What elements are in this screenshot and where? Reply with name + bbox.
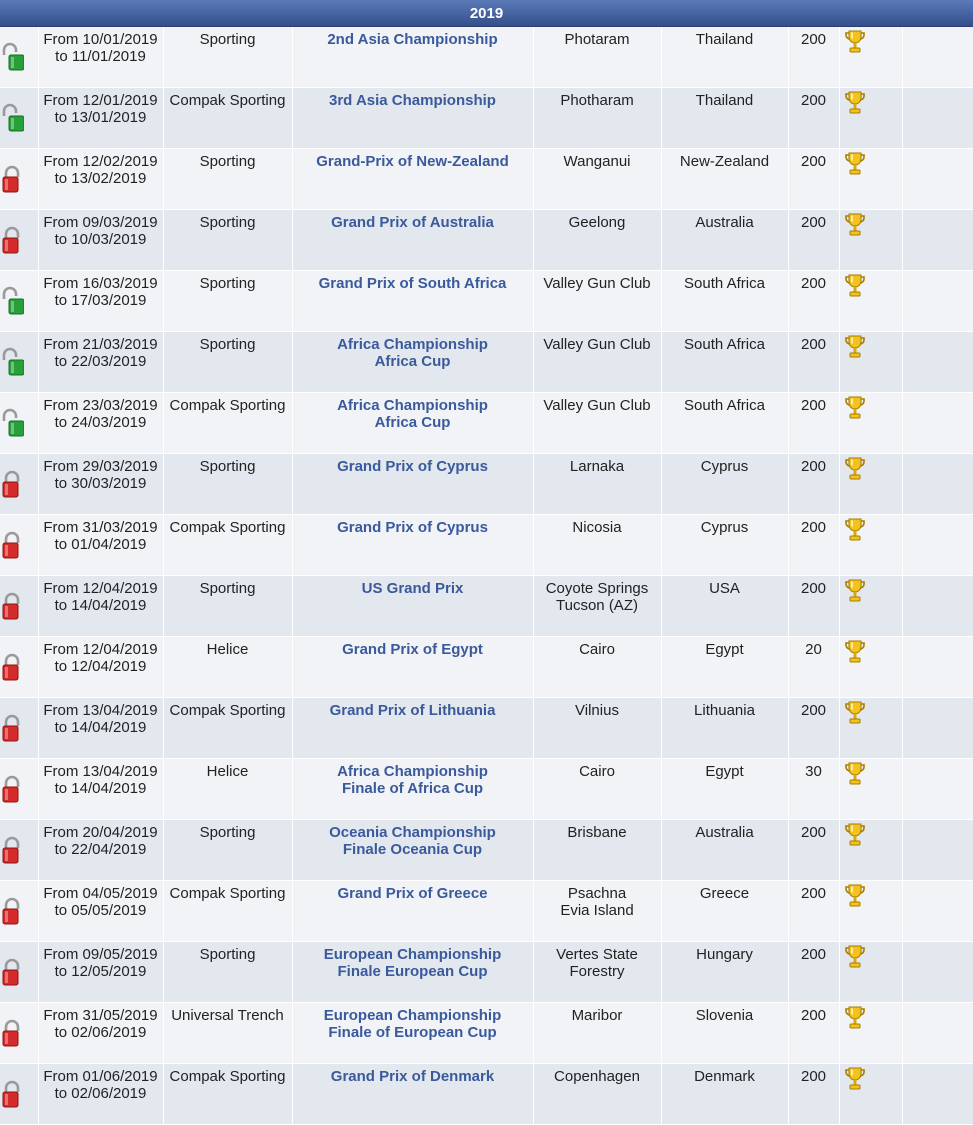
country-cell: Denmark (661, 1064, 788, 1125)
date-to: to 22/03/2019 (54, 353, 147, 370)
trophy-icon[interactable] (844, 1005, 898, 1031)
date-from: From 09/03/2019 (43, 214, 158, 231)
empty-cell (902, 210, 973, 271)
date-to: to 17/03/2019 (54, 292, 147, 309)
empty-cell (902, 881, 973, 942)
open-lock-icon[interactable] (0, 408, 38, 438)
table-row (0, 454, 973, 515)
event-link[interactable] (292, 881, 533, 942)
trophy-icon[interactable] (844, 578, 898, 604)
registration-status-cell[interactable] (0, 637, 38, 698)
date-to: to 10/03/2019 (54, 231, 147, 248)
event-name-line: 2nd Asia Championship (327, 31, 498, 48)
empty-cell (902, 1064, 973, 1125)
closed-lock-icon[interactable] (0, 774, 38, 804)
event-link[interactable] (292, 332, 533, 393)
discipline-cell: Compak Sporting (163, 393, 292, 454)
trophy-icon[interactable] (844, 517, 898, 543)
trophy-icon[interactable] (844, 334, 898, 360)
venue-cell (533, 1064, 661, 1125)
trophy-icon[interactable] (844, 700, 898, 726)
date-from: From 01/06/2019 (43, 1068, 158, 1085)
event-link[interactable] (292, 88, 533, 149)
results-cell[interactable] (839, 1064, 902, 1125)
discipline-cell: Compak Sporting (163, 1064, 292, 1125)
trophy-icon[interactable] (844, 761, 898, 787)
registration-status-cell[interactable] (0, 454, 38, 515)
discipline-cell: Compak Sporting (163, 881, 292, 942)
results-cell[interactable] (839, 576, 902, 637)
empty-cell (902, 698, 973, 759)
date-cell (38, 332, 163, 393)
country-cell: USA (661, 576, 788, 637)
registration-status-cell[interactable] (0, 820, 38, 881)
venue-cell (533, 637, 661, 698)
discipline-cell: Helice (163, 759, 292, 820)
event-name-line: Africa Cup (374, 353, 451, 370)
date-to: to 02/06/2019 (54, 1085, 147, 1102)
targets-cell: 200 (788, 698, 839, 759)
date-from: From 04/05/2019 (43, 885, 158, 902)
date-from: From 13/04/2019 (43, 763, 158, 780)
venue-line: Cairo (579, 763, 615, 780)
closed-lock-icon[interactable] (0, 164, 38, 194)
venue-line: Wanganui (563, 153, 631, 170)
date-to: to 02/06/2019 (54, 1024, 147, 1041)
results-cell[interactable] (839, 454, 902, 515)
results-cell[interactable] (839, 1003, 902, 1064)
date-from: From 31/03/2019 (43, 519, 158, 536)
date-from: From 21/03/2019 (43, 336, 158, 353)
targets-cell: 200 (788, 393, 839, 454)
event-link[interactable] (292, 454, 533, 515)
event-link[interactable] (292, 149, 533, 210)
country-cell: Australia (661, 210, 788, 271)
event-name-line: Africa Championship (337, 397, 488, 414)
country-cell: Lithuania (661, 698, 788, 759)
closed-lock-icon[interactable] (0, 530, 38, 560)
discipline-cell: Sporting (163, 454, 292, 515)
venue-line: Cairo (579, 641, 615, 658)
date-cell (38, 393, 163, 454)
results-cell[interactable] (839, 759, 902, 820)
event-name-line: Finale Oceania Cup (342, 841, 483, 858)
discipline-cell: Sporting (163, 820, 292, 881)
date-cell (38, 637, 163, 698)
event-link[interactable] (292, 393, 533, 454)
empty-cell (902, 271, 973, 332)
trophy-icon[interactable] (844, 29, 898, 55)
table-row (0, 393, 973, 454)
venue-line: Tucson (AZ) (556, 597, 638, 614)
registration-status-cell[interactable] (0, 515, 38, 576)
results-cell[interactable] (839, 942, 902, 1003)
venue-cell (533, 332, 661, 393)
empty-cell (902, 149, 973, 210)
closed-lock-icon[interactable] (0, 835, 38, 865)
event-name-line: Grand-Prix of New-Zealand (316, 153, 509, 170)
table-row (0, 698, 973, 759)
date-to: to 22/04/2019 (54, 841, 147, 858)
discipline-cell: Sporting (163, 271, 292, 332)
event-name-line: Finale of Africa Cup (341, 780, 484, 797)
venue-cell (533, 149, 661, 210)
event-link[interactable] (292, 576, 533, 637)
date-to: to 05/05/2019 (54, 902, 147, 919)
date-cell (38, 820, 163, 881)
venue-cell (533, 1003, 661, 1064)
trophy-icon[interactable] (844, 151, 898, 177)
venue-cell (533, 820, 661, 881)
table-row (0, 942, 973, 1003)
venue-line: Valley Gun Club (543, 275, 651, 292)
event-name-line: Grand Prix of Egypt (342, 641, 483, 658)
results-cell[interactable] (839, 820, 902, 881)
closed-lock-icon[interactable] (0, 469, 38, 499)
registration-status-cell[interactable] (0, 1064, 38, 1125)
targets-cell: 200 (788, 942, 839, 1003)
date-to: to 24/03/2019 (54, 414, 147, 431)
results-cell[interactable] (839, 332, 902, 393)
results-cell[interactable] (839, 27, 902, 88)
table-row (0, 820, 973, 881)
venue-cell (533, 942, 661, 1003)
date-from: From 10/01/2019 (43, 31, 158, 48)
event-link[interactable] (292, 1064, 533, 1125)
venue-cell (533, 698, 661, 759)
event-link[interactable] (292, 759, 533, 820)
date-cell (38, 1003, 163, 1064)
registration-status-cell[interactable] (0, 759, 38, 820)
closed-lock-icon[interactable] (0, 1018, 38, 1048)
date-cell (38, 576, 163, 637)
targets-cell: 200 (788, 149, 839, 210)
date-cell (38, 698, 163, 759)
targets-cell: 200 (788, 271, 839, 332)
results-cell[interactable] (839, 149, 902, 210)
date-cell (38, 881, 163, 942)
country-cell: South Africa (661, 332, 788, 393)
results-cell[interactable] (839, 515, 902, 576)
date-to: to 14/04/2019 (54, 597, 147, 614)
country-cell: Egypt (661, 637, 788, 698)
table-row (0, 515, 973, 576)
venue-cell (533, 881, 661, 942)
table-row (0, 637, 973, 698)
country-cell: Egypt (661, 759, 788, 820)
trophy-icon[interactable] (844, 273, 898, 299)
venue-cell (533, 454, 661, 515)
trophy-icon[interactable] (844, 639, 898, 665)
closed-lock-icon[interactable] (0, 896, 38, 926)
table-row (0, 88, 973, 149)
date-cell (38, 27, 163, 88)
event-link[interactable] (292, 942, 533, 1003)
date-from: From 20/04/2019 (43, 824, 158, 841)
targets-cell: 200 (788, 820, 839, 881)
targets-cell: 200 (788, 27, 839, 88)
event-name-line: Oceania Championship (329, 824, 496, 841)
table-row (0, 332, 973, 393)
date-from: From 23/03/2019 (43, 397, 158, 414)
empty-cell (902, 820, 973, 881)
registration-status-cell[interactable] (0, 698, 38, 759)
venue-line: Vertes State (556, 946, 638, 963)
venue-line: Photaram (564, 31, 630, 48)
closed-lock-icon[interactable] (0, 591, 38, 621)
event-link[interactable] (292, 1003, 533, 1064)
event-name-line: Grand Prix of Australia (331, 214, 494, 231)
date-cell (38, 759, 163, 820)
date-cell (38, 515, 163, 576)
open-lock-icon[interactable] (0, 103, 38, 133)
date-to: to 11/01/2019 (55, 48, 146, 65)
table-row (0, 1003, 973, 1064)
event-name-line: 3rd Asia Championship (329, 92, 496, 109)
discipline-cell: Universal Trench (163, 1003, 292, 1064)
targets-cell: 200 (788, 1003, 839, 1064)
trophy-icon[interactable] (844, 212, 898, 238)
date-from: From 12/01/2019 (43, 92, 158, 109)
venue-line: Valley Gun Club (543, 397, 651, 414)
registration-status-cell[interactable] (0, 271, 38, 332)
registration-status-cell[interactable] (0, 393, 38, 454)
empty-cell (902, 88, 973, 149)
discipline-cell: Compak Sporting (163, 88, 292, 149)
date-from: From 09/05/2019 (43, 946, 158, 963)
venue-line: Nicosia (572, 519, 622, 536)
trophy-icon[interactable] (844, 883, 898, 909)
registration-status-cell[interactable] (0, 210, 38, 271)
date-from: From 29/03/2019 (43, 458, 158, 475)
empty-cell (902, 393, 973, 454)
results-cell[interactable] (839, 393, 902, 454)
country-cell: Greece (661, 881, 788, 942)
closed-lock-icon[interactable] (0, 1079, 38, 1109)
registration-status-cell[interactable] (0, 332, 38, 393)
table-row (0, 1064, 973, 1125)
closed-lock-icon[interactable] (0, 957, 38, 987)
trophy-icon[interactable] (844, 90, 898, 116)
event-name-line: Africa Championship (337, 763, 488, 780)
registration-status-cell[interactable] (0, 88, 38, 149)
discipline-cell: Compak Sporting (163, 515, 292, 576)
registration-status-cell[interactable] (0, 149, 38, 210)
date-cell (38, 88, 163, 149)
table-row (0, 881, 973, 942)
venue-line: Copenhagen (554, 1068, 640, 1085)
table-row (0, 210, 973, 271)
venue-line: Larnaka (569, 458, 625, 475)
discipline-cell: Sporting (163, 942, 292, 1003)
targets-cell: 30 (788, 759, 839, 820)
registration-status-cell[interactable] (0, 1003, 38, 1064)
empty-cell (902, 759, 973, 820)
event-link[interactable] (292, 271, 533, 332)
targets-cell: 200 (788, 576, 839, 637)
targets-cell: 200 (788, 1064, 839, 1125)
date-cell (38, 149, 163, 210)
trophy-icon[interactable] (844, 395, 898, 421)
venue-line: Evia Island (560, 902, 634, 919)
open-lock-icon[interactable] (0, 347, 38, 377)
venue-line: Photharam (560, 92, 634, 109)
event-name-line: Finale European Cup (337, 963, 488, 980)
country-cell: Thailand (661, 88, 788, 149)
date-from: From 16/03/2019 (43, 275, 158, 292)
date-to: to 14/04/2019 (54, 780, 147, 797)
event-name-line: Grand Prix of South Africa (318, 275, 507, 292)
empty-cell (902, 515, 973, 576)
targets-cell: 200 (788, 332, 839, 393)
table-row (0, 271, 973, 332)
venue-line: Vilnius (575, 702, 619, 719)
closed-lock-icon[interactable] (0, 652, 38, 682)
discipline-cell: Sporting (163, 149, 292, 210)
venue-line: Brisbane (567, 824, 627, 841)
date-to: to 12/04/2019 (54, 658, 147, 675)
results-cell[interactable] (839, 88, 902, 149)
table-row (0, 149, 973, 210)
event-name-line: Grand Prix of Cyprus (337, 458, 488, 475)
event-link[interactable] (292, 820, 533, 881)
results-cell[interactable] (839, 698, 902, 759)
targets-cell: 200 (788, 454, 839, 515)
venue-cell (533, 271, 661, 332)
calendar-rows (0, 27, 973, 1125)
trophy-icon[interactable] (844, 1066, 898, 1092)
event-link[interactable] (292, 637, 533, 698)
discipline-cell: Compak Sporting (163, 698, 292, 759)
country-cell: South Africa (661, 271, 788, 332)
year-header: 2019 (0, 0, 973, 27)
date-from: From 13/04/2019 (43, 702, 158, 719)
date-cell (38, 271, 163, 332)
venue-cell (533, 759, 661, 820)
date-cell (38, 942, 163, 1003)
event-name-line: Grand Prix of Greece (337, 885, 488, 902)
targets-cell: 200 (788, 881, 839, 942)
date-from: From 12/04/2019 (43, 580, 158, 597)
venue-line: Psachna (567, 885, 627, 902)
date-cell (38, 454, 163, 515)
table-row (0, 27, 973, 88)
discipline-cell: Sporting (163, 210, 292, 271)
registration-status-cell[interactable] (0, 881, 38, 942)
country-cell: Hungary (661, 942, 788, 1003)
discipline-cell: Sporting (163, 576, 292, 637)
table-row (0, 759, 973, 820)
event-link[interactable] (292, 698, 533, 759)
results-cell[interactable] (839, 637, 902, 698)
event-name-line: Grand Prix of Cyprus (337, 519, 488, 536)
country-cell: Slovenia (661, 1003, 788, 1064)
venue-cell (533, 88, 661, 149)
targets-cell: 20 (788, 637, 839, 698)
country-cell: Australia (661, 820, 788, 881)
empty-cell (902, 1003, 973, 1064)
date-to: to 13/01/2019 (54, 109, 147, 126)
trophy-icon[interactable] (844, 822, 898, 848)
open-lock-icon[interactable] (0, 42, 38, 72)
date-cell (38, 210, 163, 271)
targets-cell: 200 (788, 515, 839, 576)
empty-cell (902, 576, 973, 637)
event-name-line: European Championship (323, 1007, 502, 1024)
registration-status-cell[interactable] (0, 942, 38, 1003)
discipline-cell: Sporting (163, 27, 292, 88)
event-name-line: Finale of European Cup (328, 1024, 497, 1041)
date-from: From 31/05/2019 (43, 1007, 158, 1024)
empty-cell (902, 942, 973, 1003)
venue-cell (533, 576, 661, 637)
results-cell[interactable] (839, 271, 902, 332)
results-cell[interactable] (839, 210, 902, 271)
date-to: to 12/05/2019 (54, 963, 147, 980)
country-cell: Thailand (661, 27, 788, 88)
event-link[interactable] (292, 515, 533, 576)
targets-cell: 200 (788, 88, 839, 149)
event-name-line: Africa Championship (337, 336, 488, 353)
event-name-line: European Championship (323, 946, 502, 963)
trophy-icon[interactable] (844, 944, 898, 970)
venue-cell (533, 393, 661, 454)
country-cell: New-Zealand (661, 149, 788, 210)
country-cell: Cyprus (661, 515, 788, 576)
country-cell: South Africa (661, 393, 788, 454)
table-row (0, 576, 973, 637)
empty-cell (902, 637, 973, 698)
venue-line: Maribor (571, 1007, 623, 1024)
closed-lock-icon[interactable] (0, 225, 38, 255)
registration-status-cell[interactable] (0, 27, 38, 88)
date-from: From 12/04/2019 (43, 641, 158, 658)
venue-line: Valley Gun Club (543, 336, 651, 353)
venue-cell (533, 515, 661, 576)
date-from: From 12/02/2019 (43, 153, 158, 170)
event-link[interactable] (292, 27, 533, 88)
date-to: to 13/02/2019 (54, 170, 147, 187)
event-name-line: Grand Prix of Denmark (330, 1068, 495, 1085)
venue-line: Geelong (568, 214, 626, 231)
open-lock-icon[interactable] (0, 286, 38, 316)
registration-status-cell[interactable] (0, 576, 38, 637)
date-to: to 14/04/2019 (54, 719, 147, 736)
venue-line: Coyote Springs (545, 580, 649, 597)
date-to: to 30/03/2019 (54, 475, 147, 492)
venue-cell (533, 210, 661, 271)
date-cell (38, 1064, 163, 1125)
date-to: to 01/04/2019 (54, 536, 147, 553)
empty-cell (902, 454, 973, 515)
event-name-line: Africa Cup (374, 414, 451, 431)
event-name-line: Grand Prix of Lithuania (329, 702, 496, 719)
empty-cell (902, 332, 973, 393)
country-cell: Cyprus (661, 454, 788, 515)
venue-cell (533, 27, 661, 88)
event-name-line: US Grand Prix (361, 580, 464, 597)
discipline-cell: Helice (163, 637, 292, 698)
results-cell[interactable] (839, 881, 902, 942)
empty-cell (902, 27, 973, 88)
closed-lock-icon[interactable] (0, 713, 38, 743)
event-link[interactable] (292, 210, 533, 271)
targets-cell: 200 (788, 210, 839, 271)
discipline-cell: Sporting (163, 332, 292, 393)
trophy-icon[interactable] (844, 456, 898, 482)
venue-line: Forestry (569, 963, 625, 980)
